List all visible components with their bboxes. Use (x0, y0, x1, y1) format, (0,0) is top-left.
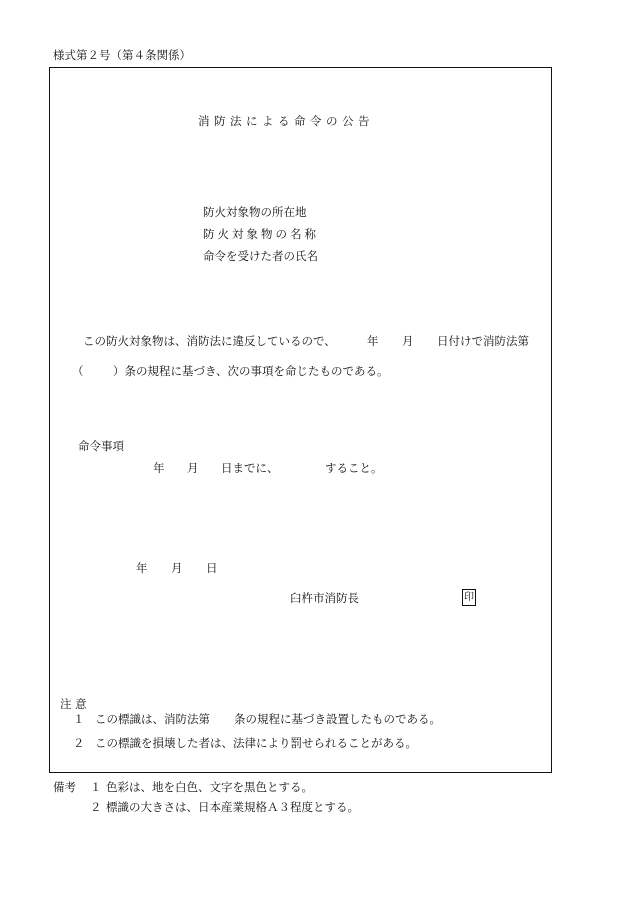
caution-item-text-1b: 条の規程に基づき設置したものである。 (234, 712, 441, 726)
remarks-heading: 備考 (53, 780, 76, 794)
caution-item-text-2: この標識を損壊した者は、法律により罰せられることがある。 (95, 736, 417, 750)
order-day-until: 日までに、 (221, 461, 279, 475)
body-line2-text: ）条の規程に基づき、次の事項を命じたものである。 (113, 364, 389, 378)
remarks-item-text-2: 標識の大きさは、日本産業規格Ａ３程度とする。 (106, 800, 359, 814)
body-line1-year: 年 (367, 334, 379, 348)
remarks-item-num-2: ２ (90, 800, 102, 814)
body-line1-lead: この防火対象物は、消防法に違反しているので、 (83, 334, 336, 348)
date-day: 日 (206, 561, 218, 575)
body-line1-tail: 日付けで消防法第 (437, 334, 529, 348)
body-line1-month: 月 (402, 334, 414, 348)
caution-item-num-2: ２ (73, 736, 85, 750)
field-name: 防火対象物の名称 (203, 227, 319, 241)
date-month: 月 (171, 561, 183, 575)
form-label: 様式第２号（第４条関係） (53, 48, 191, 62)
order-month: 月 (187, 461, 199, 475)
caution-heading: 注 意 (60, 697, 87, 711)
order-year: 年 (153, 461, 165, 475)
seal-stamp: 印 (462, 589, 476, 606)
remarks-item-text-1: 色彩は、地を白色、文字を黒色とする。 (106, 780, 313, 794)
caution-item-num-1: １ (73, 712, 85, 726)
notice-frame (49, 67, 552, 773)
issuer-name: 臼杵市消防長 (290, 591, 359, 605)
field-location: 防火対象物の所在地 (203, 205, 307, 219)
body-line2-open-paren: （ (72, 364, 84, 378)
notice-title: 消防法による命令の公告 (198, 114, 374, 128)
order-do-text: すること。 (325, 461, 383, 475)
remarks-item-num-1: １ (90, 780, 102, 794)
field-recipient: 命令を受けた者の氏名 (203, 249, 318, 263)
date-year: 年 (136, 561, 148, 575)
caution-item-text-1a: この標識は、消防法第 (95, 712, 210, 726)
order-heading: 命令事項 (78, 439, 124, 453)
